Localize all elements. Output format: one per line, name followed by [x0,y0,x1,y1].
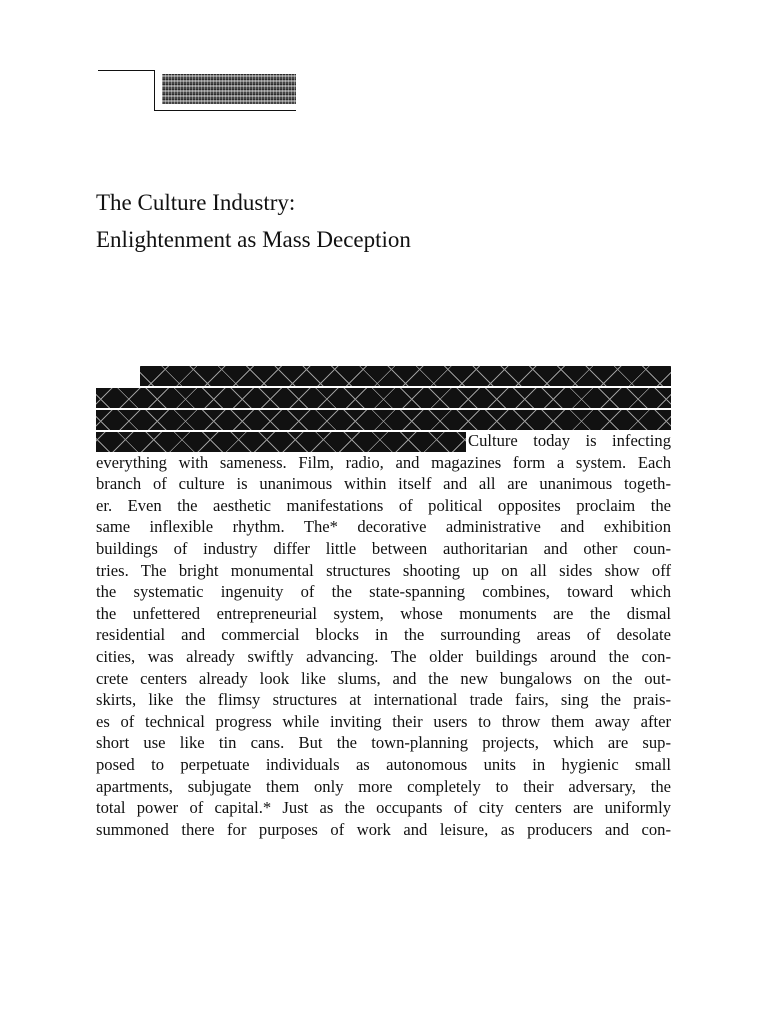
chapter-ornament [98,70,298,112]
redaction-block [96,388,671,408]
body-line: short use like tin cans. But the town-planning projects, which are sup- [96,733,671,753]
body-line: tries. The bright monumental structures shooting up on all sides show off [96,560,671,580]
body-line: crete centers already look like slums, and the new bungalows on the out- [96,668,671,688]
redaction-block [140,366,671,386]
body-line: residential and commercial blocks in the surrounding areas of desolate [96,625,671,645]
redaction-block [96,410,671,430]
chapter-title-line-1: The Culture Industry: [96,190,296,215]
body-line: the unfettered entrepreneurial system, whose monuments are the dismal [96,603,671,623]
ornament-rule-top [98,70,154,71]
body-line: the systematic ingenuity of the state-spanning combines, toward which [96,582,671,602]
body-line: everything with sameness. Film, radio, and magazines form a system. Each [96,452,671,472]
body-line: apartments, subjugate them only more completely to their adversary, the [96,776,671,796]
body-line: same inflexible rhythm. The* decorative administrative and exhibition [96,517,671,537]
ornament-rule-bottom [154,110,296,111]
body-line: Culture today is infecting [468,431,671,450]
body-line: cities, was already swiftly advancing. The older buildings around the con- [96,646,671,666]
body-text [96,430,671,840]
body-line: buildings of industry differ little between authoritarian and other coun- [96,538,671,558]
chapter-title [96,184,411,258]
ornament-rule-vertical [154,70,155,110]
chapter-title-line-2: Enlightenment as Mass Deception [96,227,411,252]
body-line: posed to perpetuate individuals as autonomous units in hygienic small [96,754,671,774]
body-line: er. Even the aesthetic manifestations of political opposites proclaim the [96,495,671,515]
body-line: skirts, like the flimsy structures at international trade fairs, sing the prais- [96,690,671,710]
body-line: total power of capital.* Just as the occupants of city centers are uniformly [96,798,671,818]
body-line: es of technical progress while inviting their users to throw them away after [96,711,671,731]
body-line: branch of culture is unanimous within itself and all are unanimous togeth- [96,474,671,494]
body-line: summoned there for purposes of work and leisure, as producers and con- [96,819,671,839]
ornament-redacted-block [162,74,296,104]
